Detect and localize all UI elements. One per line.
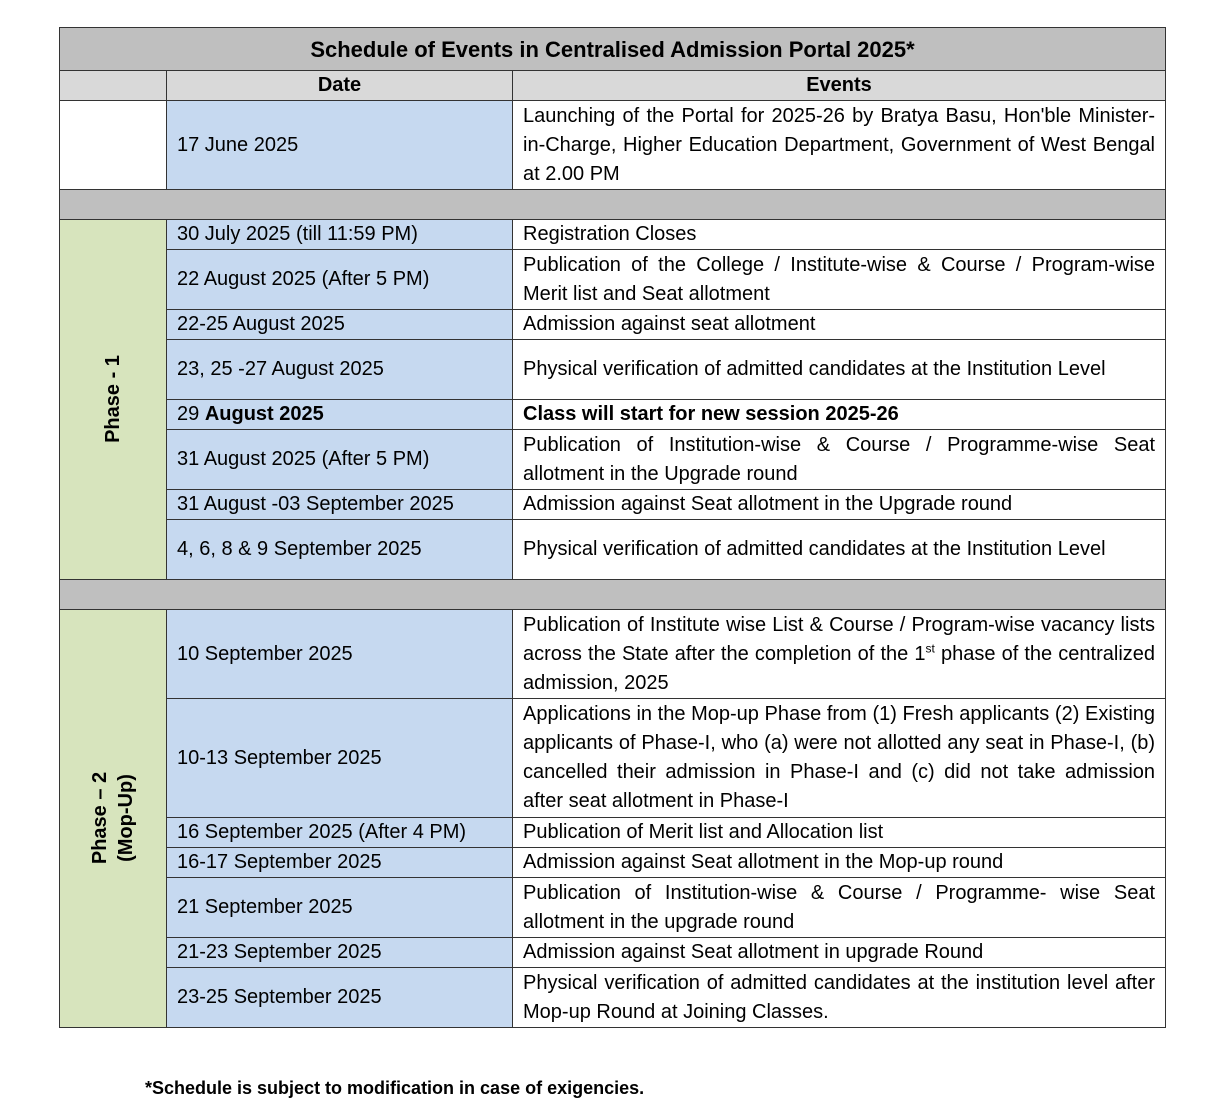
table-row-event xyxy=(513,610,1166,699)
table-row-event: Admission against Seat allotment in the Mop-up round xyxy=(513,848,1166,878)
table-row-event: Registration Closes xyxy=(513,220,1166,250)
table-row-event: Publication of the College / Institute-wise & Course / Program-wise Merit list and Seat allotment xyxy=(513,250,1166,310)
table-row-date: 10 September 2025 xyxy=(167,610,513,699)
table-row-date: 23, 25 -27 August 2025 xyxy=(167,340,513,400)
table-row-date: 16-17 September 2025 xyxy=(167,848,513,878)
table-row-event: Admission against Seat allotment in the Upgrade round xyxy=(513,490,1166,520)
table-row-date: 16 September 2025 (After 4 PM) xyxy=(167,818,513,848)
table-row-event: Admission against Seat allotment in upgrade Round xyxy=(513,938,1166,968)
phase2-label xyxy=(87,771,139,863)
phase1-label-cell xyxy=(60,220,167,580)
table-row-date: 31 August -03 September 2025 xyxy=(167,490,513,520)
separator-row xyxy=(60,190,1166,220)
table-row-date: 10-13 September 2025 xyxy=(167,699,513,818)
phase2-label-line2: (Mop-Up) xyxy=(114,773,137,862)
table-row-event: Physical verification of admitted candidates at the Institution Level xyxy=(513,340,1166,400)
table-row-event: Applications in the Mop-up Phase from (1) Fresh applicants (2) Existing applicants of Phase-I, who (a) were not allotted any seat in Phase-I, (b) cancelled their admission in Phase-I and (c) did not take admission after seat allotment in Phase-I xyxy=(513,699,1166,818)
table-row-date xyxy=(167,400,513,430)
header-events: Events xyxy=(513,71,1166,101)
header-blank xyxy=(60,71,167,101)
launch-event: Launching of the Portal for 2025-26 by Bratya Basu, Hon'ble Minister-in-Charge, Higher Education Department, Government of West Bengal at 2.00 PM xyxy=(513,101,1166,190)
event-text-a: Publication of Institute wise List & Course / Program-wise vacancy lists across the State after the completion of the 1 xyxy=(523,613,1156,665)
table-row-date: 22 August 2025 (After 5 PM) xyxy=(167,250,513,310)
table-row-event: Admission against seat allotment xyxy=(513,310,1166,340)
table-row-event: Publication of Merit list and Allocation list xyxy=(513,818,1166,848)
separator-row xyxy=(60,580,1166,610)
launch-date: 17 June 2025 xyxy=(167,101,513,190)
table-row-event: Physical verification of admitted candidates at the Institution Level xyxy=(513,520,1166,580)
table-row-date: 31 August 2025 (After 5 PM) xyxy=(167,430,513,490)
table-row-date: 22-25 August 2025 xyxy=(167,310,513,340)
table-row-date: 30 July 2025 (till 11:59 PM) xyxy=(167,220,513,250)
table-row-date: 4, 6, 8 & 9 September 2025 xyxy=(167,520,513,580)
table-row-date: 21 September 2025 xyxy=(167,878,513,938)
phase2-label-cell xyxy=(60,610,167,1028)
launch-blank-cell xyxy=(60,101,167,190)
table-row-event: Class will start for new session 2025-26 xyxy=(513,400,1166,430)
date-prefix: 29 xyxy=(177,403,205,425)
phase2-label-line1: Phase – 2 xyxy=(88,771,111,864)
header-date: Date xyxy=(167,71,513,101)
event-superscript: st xyxy=(925,640,935,655)
table-title: Schedule of Events in Centralised Admission Portal 2025* xyxy=(60,28,1166,71)
table-row-date: 21-23 September 2025 xyxy=(167,938,513,968)
table-row-event: Publication of Institution-wise & Course / Programme- wise Seat allotment in the upgrade round xyxy=(513,878,1166,938)
table-row-event: Publication of Institution-wise & Course / Programme-wise Seat allotment in the Upgrade round xyxy=(513,430,1166,490)
date-bold: August 2025 xyxy=(204,403,324,425)
phase1-label: Phase - 1 xyxy=(101,355,124,443)
table-row-event: Physical verification of admitted candidates at the institution level after Mop-up Round at Joining Classes. xyxy=(513,968,1166,1028)
table-row-date: 23-25 September 2025 xyxy=(167,968,513,1028)
schedule-table xyxy=(59,27,1166,1028)
footnote: *Schedule is subject to modification in case of exigencies. xyxy=(145,1078,645,1098)
event-text-b: phase of the centralized admission, 2025 xyxy=(523,642,1156,694)
